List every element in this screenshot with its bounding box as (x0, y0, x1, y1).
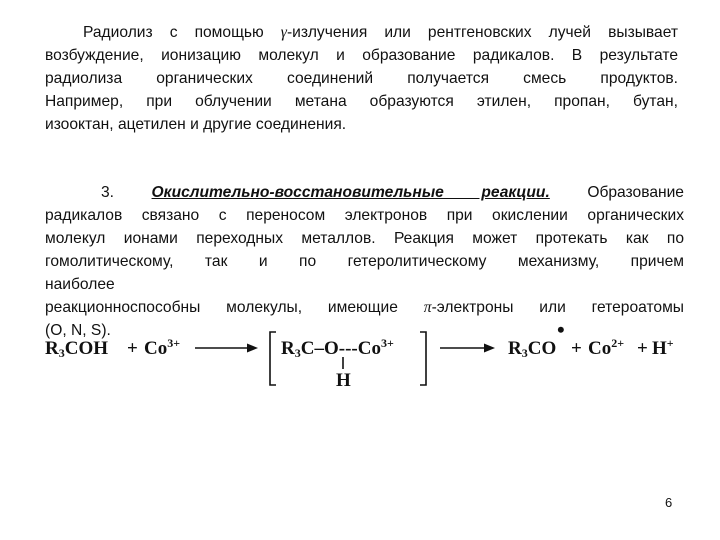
paragraph-line: 3. Окислительно-восстановительные реакции. Образование (101, 184, 684, 201)
pi-symbol: π (423, 299, 432, 316)
paragraph-line: реакционноспособны молекулы, имеющие π-электроны или гетероатомы (45, 299, 685, 316)
reactant-cobalt: $Co^{3+}$ (144, 336, 181, 359)
paragraph-line: радикалов связано с переносом электронов при окислении органических (45, 207, 684, 224)
paragraph-line: молекул ионами переходных металлов. Реакция может протекать как по (45, 230, 684, 247)
intermediate-hydrogen: H (336, 370, 351, 391)
paragraph-line: изооктан, ацетилен и другие соединения. (45, 116, 347, 133)
plus-sign: + (637, 338, 648, 359)
plus-sign: + (571, 338, 582, 359)
section-heading: Окислительно-восстановительные реакции. (151, 184, 550, 201)
paragraph-line: радиолиза органических соединений получается смесь продуктов. (45, 70, 678, 87)
bracket-left (270, 332, 276, 385)
gamma-symbol: γ (280, 24, 287, 41)
paragraph-line: наиболее (45, 276, 115, 293)
paragraph-line: Например, при облучении метана образуются этилен, пропан, бутан, (45, 93, 678, 110)
product-cobalt: $Co^{2+}$ (588, 336, 625, 359)
reaction-arrow-2-head (484, 344, 495, 353)
paragraph-radiolysis (45, 21, 678, 136)
page-number: 6 (665, 495, 673, 510)
plus-sign: + (127, 338, 138, 359)
section-number: 3. (101, 184, 115, 201)
reaction-arrow-1-head (247, 344, 258, 353)
paragraph-line: возбуждение, ионизацию молекул и образование радикалов. В результате (45, 47, 678, 64)
product-radical: $R_3CO$ (508, 338, 557, 360)
paragraph-redox (45, 181, 684, 342)
bracket-right (420, 332, 426, 385)
reaction-equation (45, 317, 685, 398)
product-proton: H+ (652, 336, 674, 359)
paragraph-line: (O, N, S). (45, 322, 111, 339)
paragraph-line: гомолитическому, так и по гетеролитическому механизму, причем (45, 253, 684, 270)
reactant-alcohol: $R_3COH$ (45, 338, 109, 360)
intermediate-complex: $R_3C-O---Co^{3+}$ (281, 336, 394, 360)
paragraph-line: Радиолиз с помощью γ-излучения или рентгеновских лучей вызывает (83, 24, 679, 41)
radical-dot: • (557, 317, 565, 342)
